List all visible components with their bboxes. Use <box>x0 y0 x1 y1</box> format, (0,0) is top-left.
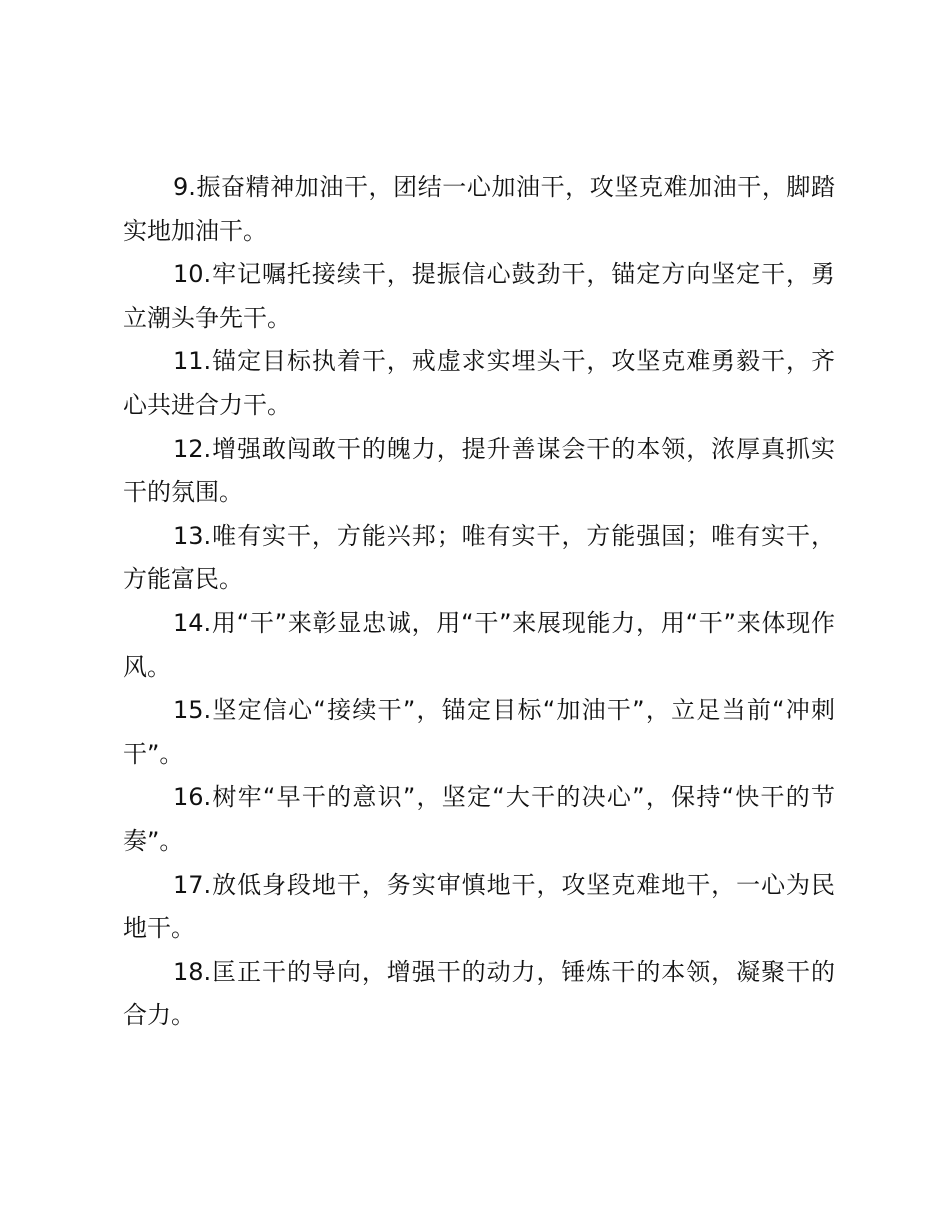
paragraph-item-10: 10.牢记嘱托接续干，提振信心鼓劲干，锚定方向坚定干，勇立潮头争先干。 <box>123 260 835 332</box>
paragraph-item-12: 12.增强敢闯敢干的魄力，提升善谋会干的本领，浓厚真抓实干的氛围。 <box>123 434 835 507</box>
paragraph-item-11: 11.锚定目标执着干，戒虚求实埋头干，攻坚克难勇毅干，齐心共进合力干。 <box>123 347 835 419</box>
paragraph-item-15: 15.坚定信心“接续干”，锚定目标“加油干”，立足当前“冲刺干”。 <box>123 696 835 768</box>
paragraph-item-14: 14.用“干”来彰显忠诚，用“干”来展现能力，用“干”来体现作风。 <box>123 608 835 681</box>
paragraph-item-9: 9.振奋精神加油干，团结一心加油干，攻坚克难加油干，脚踏实地加油干。 <box>123 173 835 245</box>
document-body <box>123 166 835 1038</box>
paragraph-item-16: 16.树牢“早干的意识”，坚定“大干的决心”，保持“快干的节奏”。 <box>123 783 835 855</box>
paragraph-item-17: 17.放低身段地干，务实审慎地干，攻坚克难地干，一心为民地干。 <box>123 870 835 943</box>
paragraph-item-18: 18.匡正干的导向，增强干的动力，锤炼干的本领，凝聚干的合力。 <box>123 957 835 1030</box>
paragraph-item-13: 13.唯有实干，方能兴邦；唯有实干，方能强国；唯有实干，方能富民。 <box>123 521 835 594</box>
